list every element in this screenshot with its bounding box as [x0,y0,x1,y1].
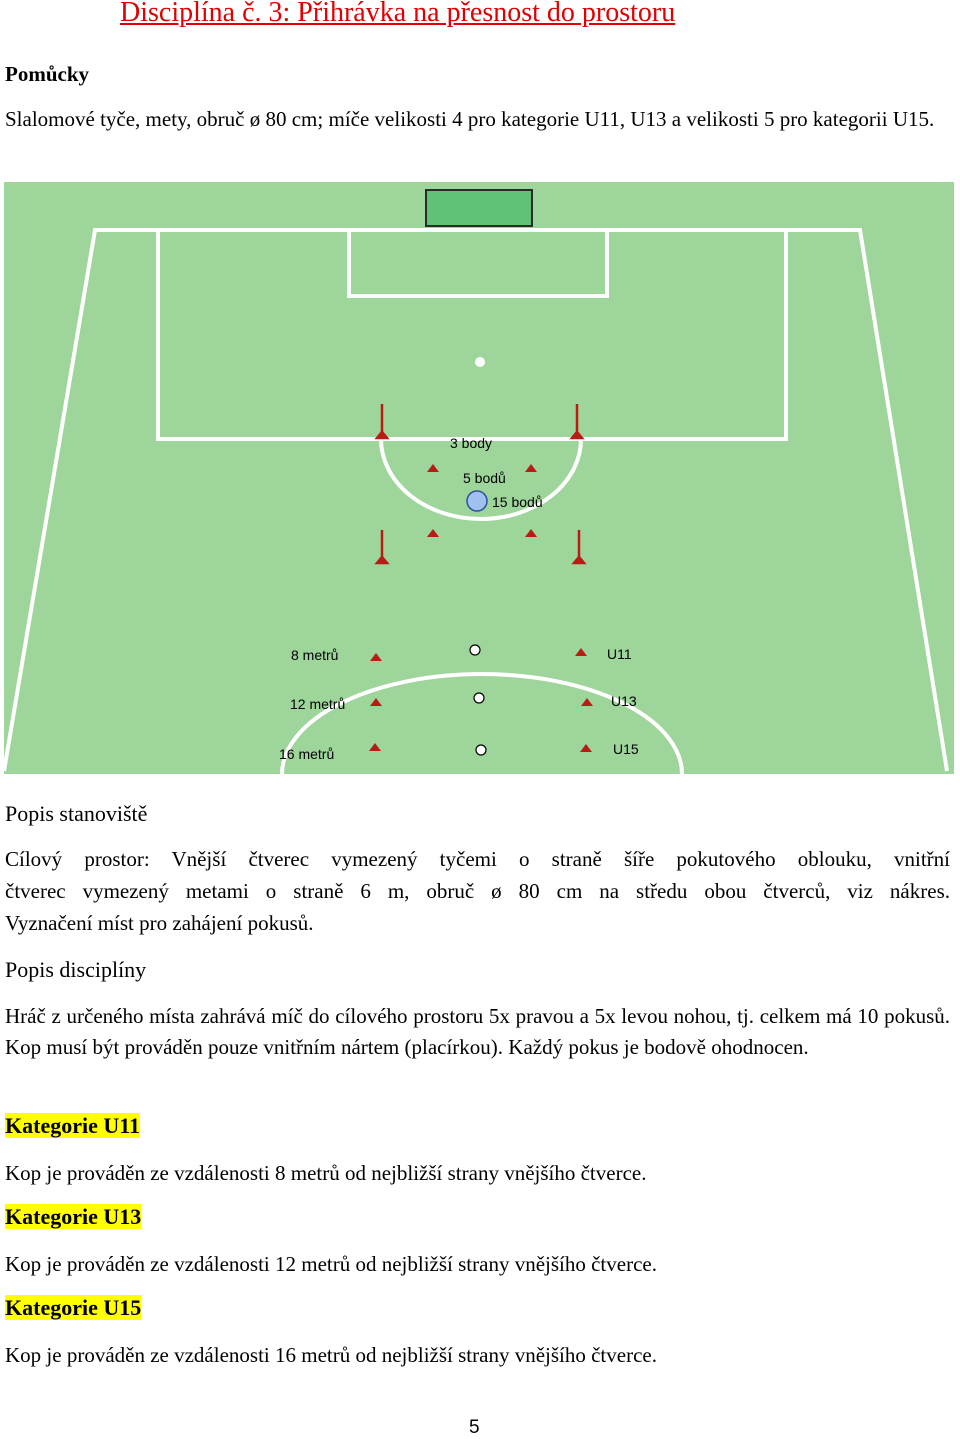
goal [426,190,532,226]
distance-label-8: 8 metrů [291,647,339,663]
hoop [467,491,487,511]
zone-label-15: 15 bodů [492,494,543,510]
ball-u11 [470,645,480,655]
discipline-heading: Popis disciplíny [5,957,147,982]
category-text-u13: Kop je prováděn ze vzdálenosti 12 metrů od nejbližší strany vnějšího čtverce. [5,1252,657,1276]
category-label-u15: U15 [613,741,639,757]
category-heading-u11 [5,1113,140,1139]
station-text-line2: čtverec vymezený metami o straně 6 m, obruč ø 80 cm na středu obou čtverců, viz nákres. [5,879,950,903]
category-text-u11: Kop je prováděn ze vzdálenosti 8 metrů od nejbližší strany vnějšího čtverce. [5,1161,647,1185]
distance-label-16: 16 metrů [279,746,335,762]
page-number: 5 [469,1417,480,1438]
distance-label-12: 12 metrů [290,696,346,712]
category-heading-u13 [5,1204,141,1230]
category-heading-u15 [5,1295,141,1321]
category-text-u15: Kop je prováděn ze vzdálenosti 16 metrů od nejbližší strany vnějšího čtverce. [5,1343,657,1367]
zone-label-5: 5 bodů [463,470,506,486]
category-label-u11: U11 [607,646,632,662]
page-title: Disciplína č. 3: Přihrávka na přesnost do prostoru [120,0,676,28]
discipline-text: Hráč z určeného místa zahrává míč do cílového prostoru 5x pravou a 5x levou nohou, tj. celkem má 10 pokusů. Kop musí být prováděn pouze vnitřním nártem (placírkou). Každý pokus je bodově ohodnocen. [5,1004,950,1059]
equipment-text: Slalomové tyče, mety, obruč ø 80 cm; míče velikosti 4 pro kategorie U11, U13 a velikosti 5 pro kategorii U15. [5,107,935,131]
station-text-line1: Cílový prostor: Vnější čtverec vymezený tyčemi o straně šíře pokutového oblouku, vnitřní [5,847,950,871]
pitch-diagram [4,182,954,774]
station-text-line3: Vyznačení míst pro zahájení pokusů. [5,911,314,935]
equipment-heading: Pomůcky [5,62,89,86]
ball-u15 [476,745,486,755]
category-label: Kategorie U11 [5,1113,141,1138]
ball-u13 [474,693,484,703]
penalty-spot [475,357,485,367]
zone-label-3: 3 body [450,435,493,451]
station-heading: Popis stanoviště [5,801,148,826]
category-label: Kategorie U13 [5,1204,142,1229]
category-label: Kategorie U15 [5,1295,142,1320]
category-label-u13: U13 [611,693,637,709]
